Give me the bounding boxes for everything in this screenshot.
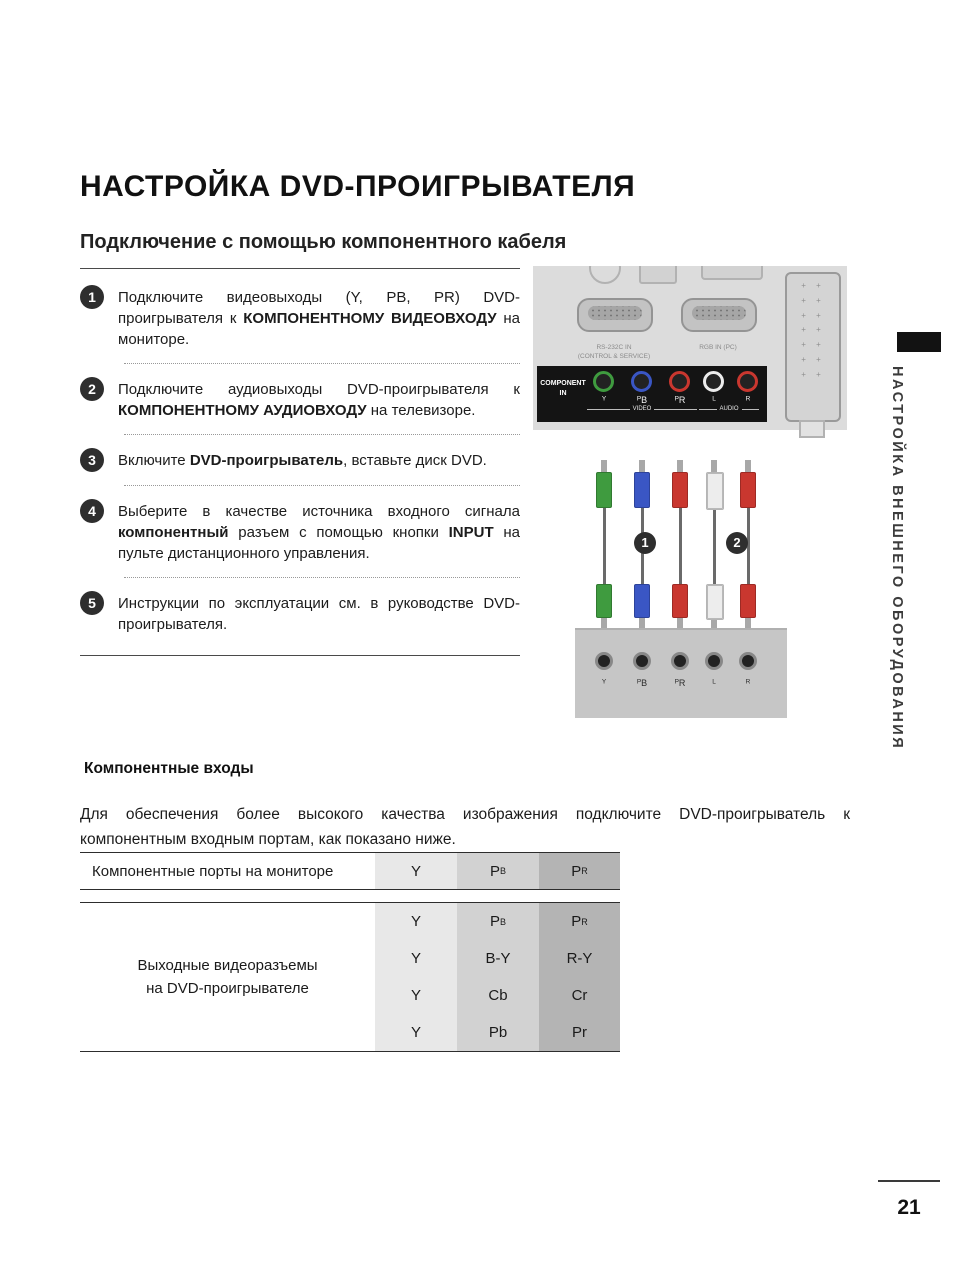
jack-y-video-icon bbox=[593, 371, 614, 392]
jack-audio-l-icon bbox=[703, 371, 724, 392]
cable-pr bbox=[679, 508, 682, 584]
step-text: Подключите видеовыходы (Y, PB, PR) DVD-проигрывателя к КОМПОНЕНТНОМУ ВИДЕОВХОДУ на мониторе. bbox=[118, 289, 520, 348]
rgb-port-label: RGB IN (PC) bbox=[699, 344, 737, 351]
jack-label-r: R bbox=[745, 395, 751, 403]
chapter-tab bbox=[897, 332, 941, 352]
cable-l bbox=[713, 508, 716, 584]
dvd-jack-pr-icon bbox=[671, 652, 689, 670]
dvd-jack-label-r: R bbox=[745, 678, 751, 686]
table-header-pb: P B bbox=[457, 853, 539, 889]
step-number-badge: 5 bbox=[80, 591, 104, 615]
table-cell: Y bbox=[410, 913, 421, 930]
jack-label-pr: $P_R$ bbox=[674, 395, 686, 405]
table-cell: B-Y bbox=[485, 950, 511, 967]
step-5 bbox=[80, 591, 520, 635]
table-cell: Y bbox=[410, 987, 421, 1004]
table-header-pr: P R bbox=[539, 853, 620, 889]
dvd-jack-pb-icon bbox=[633, 652, 651, 670]
step-number-badge: 1 bbox=[80, 285, 104, 309]
jack-label-l: L bbox=[712, 395, 716, 403]
table-header-y: Y bbox=[375, 853, 457, 889]
page-title: НАСТРОЙКА DVD-ПРОИГРЫВАТЕЛЯ bbox=[80, 170, 636, 204]
rs232-port-label: RS-232C IN (CONTROL & SERVICE) bbox=[577, 344, 651, 360]
cable-y bbox=[603, 508, 606, 584]
step-text: Выберите в качестве источника входного сигнала компонентный разъем с помощью кнопки INPUT на пульте дистанционного управления. bbox=[118, 503, 520, 562]
step-1 bbox=[80, 285, 520, 350]
jack-pb-video-icon bbox=[631, 371, 652, 392]
table-column-pb bbox=[457, 903, 539, 1051]
component-ports-table bbox=[80, 852, 620, 1052]
section-subtitle: Подключение с помощью компонентного кабеля bbox=[80, 230, 567, 253]
table-cell: Y bbox=[410, 950, 421, 967]
connection-diagram bbox=[533, 266, 847, 718]
dvd-jack-l-icon bbox=[705, 652, 723, 670]
table-header-left: Компонентные порты на мониторе bbox=[80, 853, 375, 889]
step-text: Включите DVD-проигрыватель, вставьте диск DVD. bbox=[118, 452, 487, 469]
table-column-pr bbox=[539, 903, 620, 1051]
plug-l-up-icon bbox=[706, 460, 722, 510]
note-heading: Компонентные входы bbox=[84, 760, 254, 777]
plug-pr-up-icon bbox=[672, 460, 688, 508]
dvd-jack-y-icon bbox=[595, 652, 613, 670]
dvd-jack-label-l: L bbox=[712, 678, 716, 686]
rs232-connector-icon bbox=[577, 298, 653, 332]
scart-connector-icon bbox=[785, 272, 841, 422]
callout-video: 1 bbox=[634, 532, 656, 554]
page-number: 21 bbox=[897, 1196, 921, 1219]
callout-audio: 2 bbox=[726, 532, 748, 554]
table-cell: P R bbox=[571, 913, 588, 930]
footer-rule bbox=[878, 1180, 940, 1182]
av-connector-icon bbox=[639, 266, 677, 284]
step-number-badge: 2 bbox=[80, 377, 104, 401]
plug-r-down-icon bbox=[740, 584, 756, 630]
step-4 bbox=[80, 499, 520, 564]
scart-pins-icon: + + + + + + + + + + + + + + bbox=[801, 281, 825, 379]
table-cell: P B bbox=[489, 913, 507, 930]
jack-audio-r-icon bbox=[737, 371, 758, 392]
table-header-row bbox=[80, 852, 620, 890]
table-cell: Pb bbox=[488, 1024, 508, 1041]
dvd-jack-label-pb: $P_B$ bbox=[636, 678, 648, 688]
dsub-pins-icon bbox=[692, 306, 746, 320]
table-cell: Y bbox=[410, 1024, 421, 1041]
jack-label-pb: $P_B$ bbox=[636, 395, 648, 405]
table-cell: Pr bbox=[572, 1024, 587, 1041]
table-column-y bbox=[375, 903, 457, 1051]
antenna-connector-icon bbox=[589, 266, 621, 284]
step-text: Подключите аудиовыходы DVD-проигрывателя к КОМПОНЕНТНОМУ АУДИОВХОДУ на телевизоре. bbox=[118, 381, 520, 419]
dvd-jack-r-icon bbox=[739, 652, 757, 670]
dvd-jack-label-pr: $P_R$ bbox=[674, 678, 686, 688]
dvd-player-panel bbox=[575, 628, 787, 718]
plug-l-down-icon bbox=[706, 584, 722, 632]
plug-y-up-icon bbox=[596, 460, 612, 508]
dvd-jack-label-y: Y bbox=[601, 678, 607, 686]
plug-pr-down-icon bbox=[672, 584, 688, 630]
plug-r-up-icon bbox=[740, 460, 756, 508]
step-number-badge: 3 bbox=[80, 448, 104, 472]
table-cell: Cr bbox=[571, 987, 588, 1004]
video-group-label: VIDEO bbox=[587, 406, 697, 412]
table-body-left-label: Выходные видеоразъемы на DVD-проигрывателе bbox=[80, 903, 375, 1051]
jack-label-y: Y bbox=[601, 395, 607, 403]
rgb-connector-icon bbox=[681, 298, 757, 332]
plug-pb-up-icon bbox=[634, 460, 650, 508]
step-number-badge: 4 bbox=[80, 499, 104, 523]
tv-back-panel bbox=[533, 266, 847, 430]
note-body: Для обеспечения более высокого качества изображения подключите DVD-проигрыватель к компонентным входным портам, как показано ниже. bbox=[80, 805, 850, 849]
table-cell: Cb bbox=[488, 987, 508, 1004]
table-cell: R-Y bbox=[566, 950, 593, 967]
table-body bbox=[80, 902, 620, 1052]
dsub-pins-icon bbox=[588, 306, 642, 320]
jack-pr-video-icon bbox=[669, 371, 690, 392]
plug-pb-down-icon bbox=[634, 584, 650, 630]
chapter-sidebar-label: НАСТРОЙКА ВНЕШНЕГО ОБОРУДОВАНИЯ bbox=[889, 366, 905, 751]
step-3 bbox=[80, 448, 520, 472]
plug-y-down-icon bbox=[596, 584, 612, 630]
scart-foot-icon bbox=[799, 420, 825, 438]
component-in-label: COMPONENT IN bbox=[540, 380, 586, 397]
step-text: Инструкции по эксплуатации см. в руководстве DVD-проигрывателя. bbox=[118, 595, 520, 633]
audio-group-label: AUDIO bbox=[699, 406, 759, 412]
step-2 bbox=[80, 377, 520, 421]
top-connector-icon bbox=[701, 266, 763, 280]
instruction-steps bbox=[80, 268, 520, 656]
component-in-panel bbox=[537, 366, 767, 422]
